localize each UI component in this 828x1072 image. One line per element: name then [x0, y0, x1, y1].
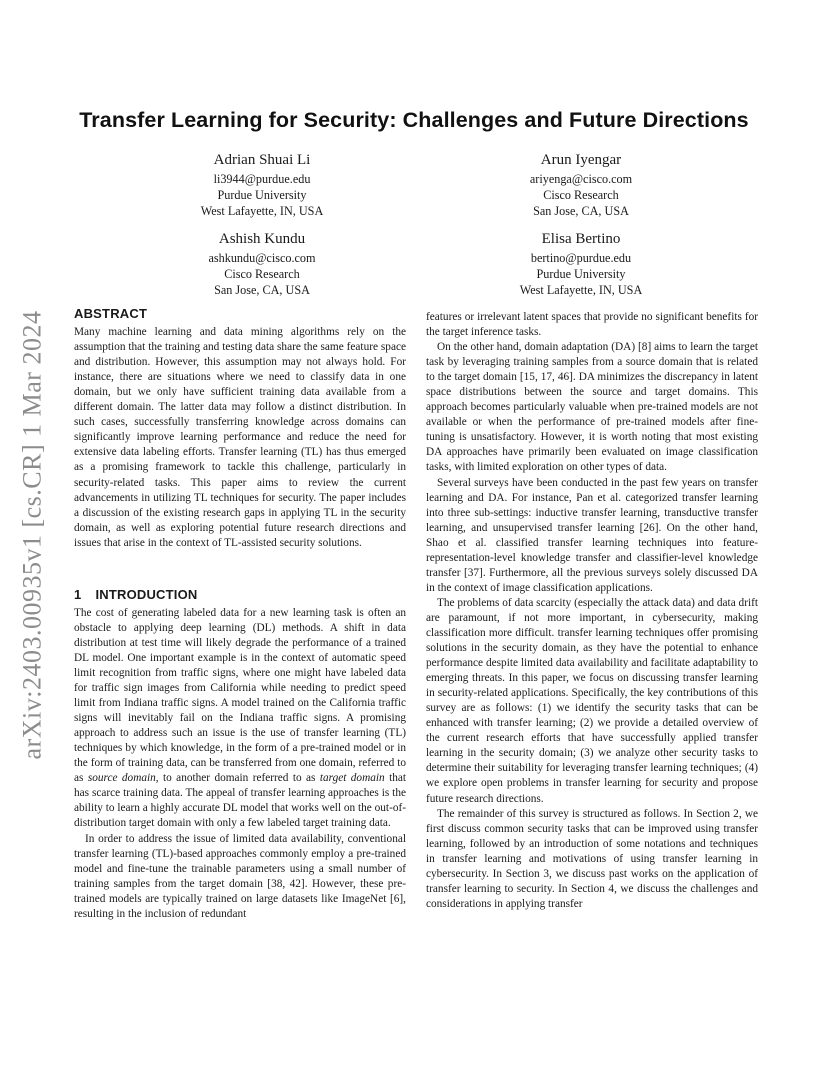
- author-block: [451, 229, 711, 298]
- author-location: San Jose, CA, USA: [533, 204, 629, 218]
- author-affiliation: Cisco Research: [543, 188, 619, 202]
- author-name: Elisa Bertino: [541, 231, 621, 247]
- author-email: bertino@purdue.edu: [530, 251, 632, 265]
- term-target-domain: target domain: [319, 772, 385, 785]
- author-affiliation: Purdue University: [217, 188, 307, 202]
- body-paragraph: Several surveys have been conducted in the past few years on transfer learning and DA. For instance, Pan et al. categorized transfer learning into three sub-settings: inductive transfer learning, transductive transfer learning, and unsupervised transfer learning [26]. On the other hand, Shao et al. classified transfer learning techniques into feature-representation-level knowledge transfer and classifier-level knowledge transfer [37]. Furthermore, all the previous surveys solely discussed DA in the context of image classification applications.: [426, 476, 758, 594]
- author-block: [132, 150, 392, 219]
- author-email: ariyenga@cisco.com: [529, 172, 633, 186]
- paper-title: Transfer Learning for Security: Challenges and Future Directions: [79, 108, 749, 132]
- author-location: West Lafayette, IN, USA: [519, 283, 643, 297]
- abstract-text: Many machine learning and data mining algorithms rely on the assumption that the training and testing data share the same feature space and distribution. However, this assumption may not always hold. For instance, there are situations where we need to classify data in one domain, but we only have sufficient training data available from a different domain. The latter data may follow a distinct distribution. In such cases, successfully transferring knowledge across domains can significantly improve learning performance and reduce the need for extensive data labeling efforts. Transfer learning (TL) has thus emerged as a promising framework to tackle this challenge, particularly in security-related tasks. This paper aims to review the current advancements in utilizing TL techniques for security. The paper includes a discussion of the existing research gaps in applying TL in the security domain, as well as exploring potential future research directions and issues that arise in the context of TL-assisted security solutions.: [74, 326, 406, 549]
- author-email: ashkundu@cisco.com: [208, 251, 316, 265]
- author-location: San Jose, CA, USA: [214, 283, 310, 297]
- intro-paragraph: In order to address the issue of limited data availability, conventional transfer learning (TL)-based approaches commonly employ a pre-trained model and fine-tune the trainable parameters using a small number of training samples from the target domain [38, 42]. However, these pre-trained models are typically trained on large datasets like ImageNet [6], resulting in the inclusion of redundant: [74, 832, 406, 920]
- term-source-domain: source domain: [87, 772, 156, 785]
- right-column: [426, 310, 758, 912]
- body-paragraph: The remainder of this survey is structured as follows. In Section 2, we first discuss common security tasks that can be improved using transfer learning, followed by an introduction of some notations and techniques in transfer learning and motivations of using transfer learning in cybersecurity. In Section 3, we discuss past works on the application of transfer learning to security. In Section 4, we discuss the challenges and considerations in applying transfer: [426, 807, 758, 910]
- author-name: Arun Iyengar: [540, 152, 622, 168]
- author-block: [451, 150, 711, 219]
- author-affiliation: Purdue University: [536, 267, 626, 281]
- body-paragraph: On the other hand, domain adaptation (DA) [8] aims to learn the target task by leveraging training samples from a source domain that is related to the target domain [15, 17, 46]. DA minimizes the discrepancy in latent space distributions between the source and target domains. This approach becomes particularly valuable when pre-trained models are not available or when the performance of pre-trained models after fine-tuning is unsatisfactory. However, it is worth noting that most existing DA approaches have primarily been evaluated on image classification tasks, with limited exploration on other types of data.: [426, 341, 758, 474]
- author-name: Adrian Shuai Li: [213, 152, 311, 168]
- section-title: INTRODUCTION: [95, 586, 198, 602]
- intro-heading: [74, 587, 406, 602]
- author-name: Ashish Kundu: [218, 231, 306, 247]
- author-affiliation: Cisco Research: [224, 267, 300, 281]
- abstract-heading: ABSTRACT: [74, 306, 148, 321]
- author-block: [132, 229, 392, 298]
- left-column: [74, 306, 406, 922]
- author-email: li3944@purdue.edu: [213, 172, 311, 186]
- arxiv-stamp-text: arXiv:2403.00935v1 [cs.CR] 1 Mar 2024: [17, 310, 46, 760]
- author-location: West Lafayette, IN, USA: [200, 204, 324, 218]
- section-number: 1: [74, 586, 82, 602]
- intro-paragraph: The cost of generating labeled data for a new learning task is often an obstacle to applying deep learning (DL) methods. A shift in data distribution at test time will likely degrade the performance of a trained DL model. One important example is in the context of automatic speed limit recognition from traffic signs, where one might have labeled data for traffic sign images from California while needing to predict speed limit from Indiana traffic signs. A model trained on the California traffic signs will inevitably fail on the Indiana traffic signs. A promising approach to address such an issue is the use of transfer learning (TL) techniques by which knowledge, in the form of a pre-trained model or in the form of training data, can be transferred from one domain, referred to as source domain, to another domain referred to as target domain that has scarce training data. The appeal of transfer learning approaches is the ability to learn a highly accurate DL model that works well on the out-of-distribution target domain with only a few labeled target training data.: [74, 606, 407, 830]
- body-paragraph: The problems of data scarcity (especially the attack data) and data drift are paramount, if not more important, in cybersecurity, making classification more difficult. transfer learning techniques offer promising solutions in the security domain, as they have the potential to enhance performance despite limited data availability and facilitate adaptability to emerging threats. In this paper, we focus on discussing transfer learning in security-related applications. Specifically, the key contributions of this survey are as follows: (1) we identify the security tasks that can be enhanced with transfer learning; (2) we provide a detailed overview of the current research efforts that have successfully applied transfer learning in the security domain; (3) we analyze other security tasks to determine their suitability for leveraging transfer learning techniques; (4) we explore open problems in transfer learning for security and propose future research directions.: [426, 596, 758, 805]
- body-paragraph: features or irrelevant latent spaces that provide no significant benefits for the target inference tasks.: [426, 311, 758, 339]
- arxiv-stamp: [14, 290, 50, 780]
